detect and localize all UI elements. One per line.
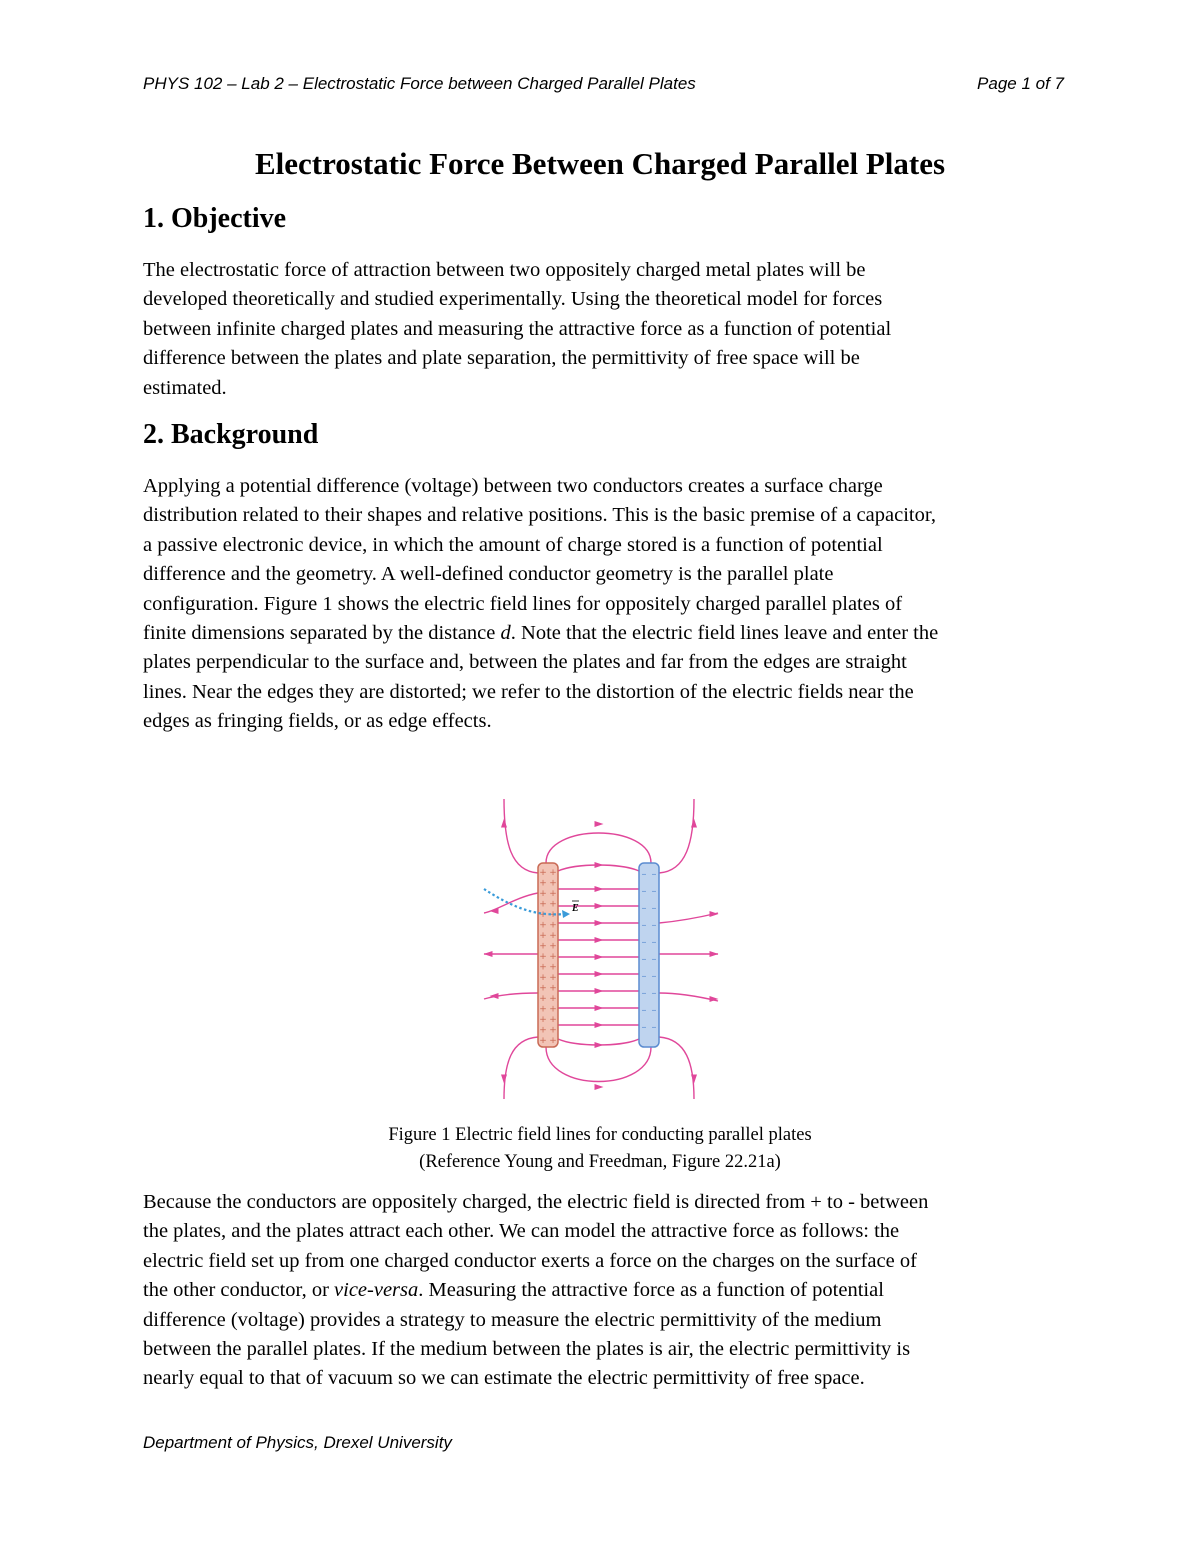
objective-paragraph	[143, 256, 1068, 403]
minus-charge: –	[641, 971, 647, 982]
text-fragment: . Note that the electric field lines leave and enter the	[510, 622, 939, 645]
field-line	[504, 1037, 538, 1099]
caption-line-1: Figure 1 Electric field lines for conducting parallel plates	[388, 1125, 812, 1145]
e-field-label: E	[572, 903, 579, 914]
plus-charge: +	[549, 1004, 557, 1015]
plus-charge: +	[539, 868, 547, 878]
plus-charge: +	[549, 889, 557, 899]
text-fragment: finite dimensions separated by the distance	[143, 622, 501, 645]
header-course-title: PHYS 102 – Lab 2 – Electrostatic Force between Charged Parallel Plates	[143, 74, 696, 93]
plus-charge: +	[549, 973, 557, 983]
field-line	[659, 993, 718, 1001]
field-line-arrowhead	[595, 971, 604, 977]
text-line: Applying a potential difference (voltage) between two conductors creates a surface charge	[143, 475, 883, 497]
field-line-arrowhead	[501, 1075, 507, 1084]
minus-charge: –	[641, 903, 647, 914]
figure-caption	[0, 1122, 1200, 1176]
plus-charge: +	[549, 920, 557, 931]
field-line-arrowhead	[691, 819, 697, 828]
plus-charge: +	[539, 952, 547, 962]
plus-charge: +	[549, 983, 557, 994]
plus-charge: +	[549, 994, 557, 1004]
minus-charge: –	[651, 988, 657, 999]
plus-charge: +	[539, 889, 547, 899]
text-line: edges as fringing fields, or as edge effects.	[143, 710, 492, 733]
plus-charge: +	[539, 941, 547, 952]
text-line: The electrostatic force of attraction between two oppositely charged metal plates will be	[143, 259, 866, 281]
field-line-arrowhead	[595, 937, 604, 943]
text-line: nearly equal to that of vacuum so we can estimate the electric permittivity of free space.	[143, 1367, 865, 1390]
minus-charge: –	[651, 1022, 657, 1033]
plus-charge: +	[539, 878, 547, 889]
text-line: difference (voltage) provides a strategy to measure the electric permittivity of the medium	[143, 1308, 882, 1331]
plus-charge: +	[549, 952, 557, 962]
field-line-arrowhead	[484, 951, 493, 957]
plus-charge: +	[539, 983, 547, 994]
minus-charge: –	[641, 886, 647, 897]
figure-field-lines	[476, 793, 726, 1105]
field-line-arrowhead	[595, 886, 604, 892]
minus-charge: –	[641, 954, 647, 965]
field-lines-group	[484, 799, 718, 1099]
text-line: difference and the geometry. A well-defined conductor geometry is the parallel plate	[143, 563, 834, 586]
italic-vice-versa: vice-versa	[334, 1279, 419, 1302]
page-footer: Department of Physics, Drexel University	[143, 1433, 452, 1452]
minus-charge: –	[641, 1005, 647, 1016]
minus-charge: –	[641, 937, 647, 948]
minus-charge: –	[651, 886, 657, 897]
minus-charge: –	[651, 903, 657, 914]
field-line-arrowhead	[595, 1022, 604, 1028]
page-header	[143, 74, 1064, 98]
e-field-vector-arrowhead	[562, 910, 570, 918]
minus-charge: –	[651, 954, 657, 965]
field-line-arrowhead	[595, 1084, 604, 1090]
minus-charge: –	[651, 971, 657, 982]
field-line	[659, 913, 718, 923]
plus-charge: +	[549, 962, 557, 973]
text-line	[143, 1276, 1068, 1305]
minus-charge: –	[641, 920, 647, 931]
field-line-arrowhead	[710, 951, 719, 957]
minus-charge: –	[651, 920, 657, 931]
minus-charge: –	[641, 869, 647, 880]
text-line: distribution related to their shapes and relative positions. This is the basic premise of a capacitor,	[143, 504, 936, 527]
plus-charge: +	[539, 920, 547, 931]
heading-background: 2. Background	[143, 419, 319, 450]
text-line: a passive electronic device, in which the amount of charge stored is a function of potential	[143, 533, 883, 556]
field-line-arrowhead	[710, 911, 719, 917]
plus-charge: +	[539, 994, 547, 1004]
text-line: between infinite charged plates and measuring the attractive force as a function of potential	[143, 317, 892, 340]
field-line	[504, 799, 538, 873]
field-line-arrowhead	[595, 988, 604, 994]
field-line-arrowhead	[595, 954, 604, 960]
heading-objective: 1. Objective	[143, 203, 287, 234]
text-line: difference between the plates and plate separation, the permittivity of free space will be	[143, 347, 860, 370]
field-line-arrowhead	[595, 821, 604, 827]
text-line: electric field set up from one charged conductor exerts a force on the charges on the surface of	[143, 1249, 917, 1272]
field-line-arrowhead	[490, 993, 499, 999]
minus-charge: –	[641, 1022, 647, 1033]
background-paragraph	[143, 472, 1068, 737]
text-line: Because the conductors are oppositely charged, the electric field is directed from + to - between	[143, 1191, 929, 1213]
field-line-arrowhead	[490, 908, 499, 914]
field-line-arrowhead	[595, 1005, 604, 1011]
plus-charge: +	[549, 899, 557, 910]
field-line-arrowhead	[595, 862, 604, 868]
text-fragment: . Measuring the attractive force as a function of potential	[418, 1279, 884, 1302]
plus-charge: +	[539, 1036, 547, 1046]
field-line-arrowhead	[595, 903, 604, 909]
plus-charge: +	[549, 878, 557, 889]
text-line	[143, 619, 1068, 648]
plus-charge: +	[549, 941, 557, 952]
plus-charge: +	[549, 931, 557, 941]
text-line: developed theoretically and studied experimentally. Using the theoretical model for forces	[143, 288, 883, 311]
field-line-arrowhead	[595, 920, 604, 926]
field-line	[546, 833, 651, 863]
document-title: Electrostatic Force Between Charged Parallel Plates	[254, 146, 946, 181]
field-line-arrowhead	[691, 1075, 697, 1084]
plus-charge: +	[539, 910, 547, 920]
text-line: lines. Near the edges they are distorted; we refer to the distortion of the electric fields near the	[143, 680, 914, 703]
plus-charge: +	[549, 868, 557, 878]
plus-charge: +	[549, 1025, 557, 1036]
plus-charge: +	[539, 899, 547, 910]
minus-charge: –	[641, 988, 647, 999]
plus-charge: +	[539, 1025, 547, 1036]
plus-charge: +	[539, 931, 547, 941]
plus-charge: +	[549, 1015, 557, 1025]
field-line	[659, 1037, 694, 1099]
minus-charge: –	[651, 869, 657, 880]
plus-charge: +	[549, 910, 557, 920]
plus-charge: +	[539, 973, 547, 983]
caption-line-2: (Reference Young and Freedman, Figure 22.21a)	[419, 1152, 781, 1172]
text-line: configuration. Figure 1 shows the electric field lines for oppositely charged parallel plates of	[143, 592, 903, 615]
minus-charge: –	[651, 937, 657, 948]
field-line	[546, 1047, 651, 1082]
field-line-arrowhead	[501, 819, 507, 828]
text-line: estimated.	[143, 376, 227, 399]
text-line: the plates, and the plates attract each other. We can model the attractive force as follows: the	[143, 1220, 900, 1243]
text-line: plates perpendicular to the surface and, between the plates and far from the edges are straight	[143, 651, 907, 674]
discussion-paragraph	[143, 1188, 1068, 1394]
plus-charge: +	[539, 962, 547, 973]
minus-charge: –	[651, 1005, 657, 1016]
text-fragment: the other conductor, or	[143, 1279, 335, 1302]
variable-d: d	[500, 622, 511, 645]
plus-charge: +	[539, 1004, 547, 1015]
field-line	[659, 799, 694, 873]
plus-charge: +	[549, 1036, 557, 1046]
header-page-number: Page 1 of 7	[977, 74, 1064, 93]
field-line-arrowhead	[595, 1042, 604, 1048]
plus-charge: +	[539, 1015, 547, 1025]
text-line: between the parallel plates. If the medium between the plates is air, the electric permittivity is	[143, 1338, 911, 1361]
